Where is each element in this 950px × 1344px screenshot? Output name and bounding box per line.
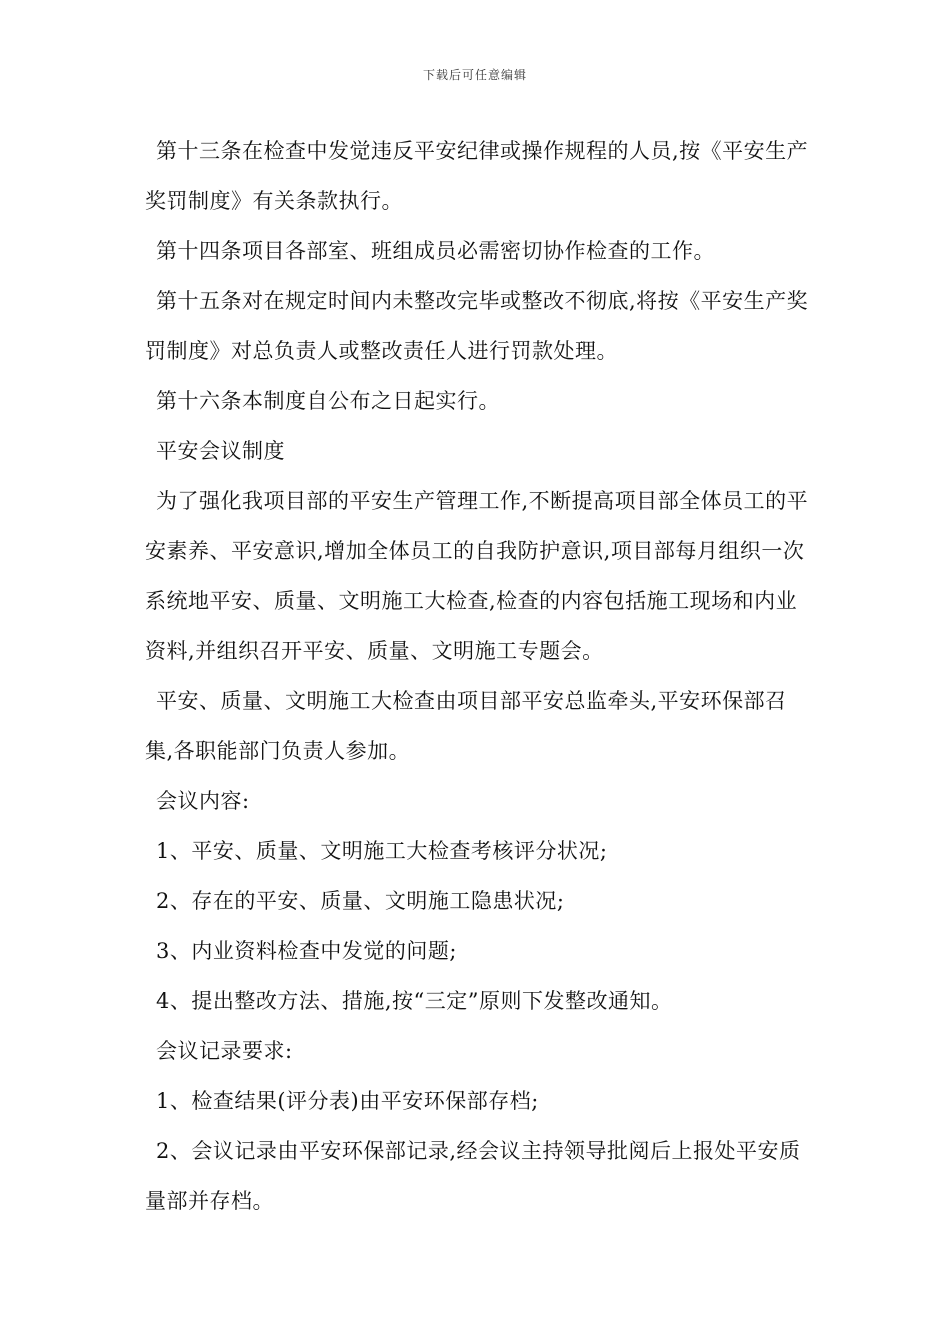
meeting-content-heading: 会议内容: — [156, 789, 250, 813]
paragraph-article-14: 第十四条项目各部室、班组成员必需密切协作检查的工作。 — [156, 239, 715, 263]
meeting-record-heading: 会议记录要求: — [156, 1039, 293, 1063]
meeting-content-item: 4、提出整改方法、措施,按“三定”原则下发整改通知。 — [156, 989, 673, 1013]
page-header: 下载后可任意编辑 — [422, 68, 527, 82]
section-heading: 平安会议制度 — [156, 439, 285, 463]
meeting-record-item: 1、检查结果(评分表)由平安环保部存档; — [156, 1089, 539, 1113]
paragraph-article-16: 第十六条本制度自公布之日起实行。 — [156, 389, 500, 413]
paragraph-article-15: 第十五条对在规定时间内未整改完毕或整改不彻底,将按《平安生产奖罚制度》对总负责人或整改责任人进行罚款处理。 — [145, 289, 809, 363]
paragraph-intro: 为了强化我项目部的平安生产管理工作,不断提高项目部全体员工的平安素养、平安意识,增加全体员工的自我防护意识,项目部每月组织一次系统地平安、质量、文明施工大检查,检查的内容包括施工现场和内业资料,并组织召开平安、质量、文明施工专题会。 — [145, 489, 809, 663]
meeting-content-item: 2、存在的平安、质量、文明施工隐患状况; — [156, 889, 565, 913]
paragraph-organizer: 平安、质量、文明施工大检查由项目部平安总监牵头,平安环保部召集,各职能部门负责人参加。 — [145, 689, 787, 763]
meeting-record-item: 2、会议记录由平安环保部记录,经会议主持领导批阅后上报处平安质量部并存档。 — [145, 1139, 801, 1213]
meeting-content-item: 1、平安、质量、文明施工大检查考核评分状况; — [156, 839, 608, 863]
document-body — [145, 126, 813, 1226]
paragraph-article-13: 第十三条在检查中发觉违反平安纪律或操作规程的人员,按《平安生产奖罚制度》有关条款执行。 — [145, 139, 809, 213]
meeting-content-item: 3、内业资料检查中发觉的问题; — [156, 939, 457, 963]
